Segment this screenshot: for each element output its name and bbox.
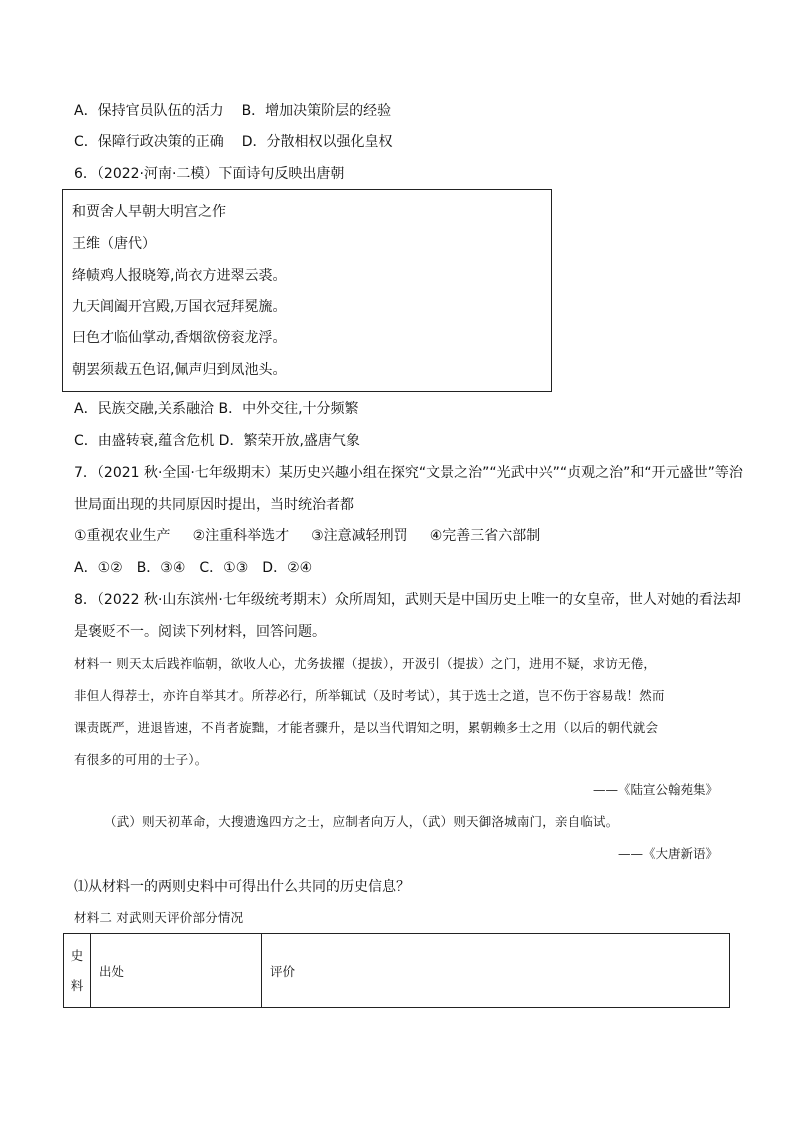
poem-line-1: 绛帻鸡人报晓筹,尚衣方进翠云裘。 <box>72 268 287 284</box>
q7-option-a: A．①② <box>74 560 123 576</box>
q7-item-1: ①重视农业生产 <box>74 528 171 544</box>
q8-subquestion-1: ⑴从材料一的两则史料中可得出什么共同的历史信息？ <box>74 879 410 895</box>
table-header-source-material <box>64 934 91 1008</box>
material1-line-1: 材料一 则天太后践祚临朝，欲收人心，尤务拔擢（提拔），开汲引（提拔）之门，进用不疑，求访无倦， <box>74 656 657 671</box>
table-header-evaluation: 评价 <box>262 934 730 1008</box>
q5-option-c: C．保障行政决策的正确 <box>74 134 224 150</box>
material1-line-2: 非但人得荐士，亦许自举其才。所荐必行，所举辄试（及时考试），其于选士之道，岂不伤于容易哉！然而 <box>74 688 665 703</box>
q7-items <box>74 526 540 546</box>
source-1: ——《陆宣公翰苑集》 <box>592 782 718 797</box>
q7-options <box>74 558 312 578</box>
q7-item-2: ②注重科举选才 <box>192 528 290 544</box>
source-2: ——《大唐新语》 <box>617 846 718 861</box>
q6-options-row-2: C．由盛转衰,蕴含危机 D．繁荣开放,盛唐气象 <box>74 433 360 449</box>
poem-title: 和贾舍人早朝大明宫之作 <box>72 204 226 220</box>
header-char-1: 史 <box>70 947 84 963</box>
poem-author: 王维（唐代） <box>72 236 156 252</box>
q5-options-row-1 <box>74 101 391 121</box>
poem-line-4: 朝罢须裁五色诏,佩声归到凤池头。 <box>72 362 287 378</box>
q7-stem-line-2: 世局面出现的共同原因时提出，当时统治者都 <box>74 497 354 513</box>
q7-option-c: C．①③ <box>199 560 249 576</box>
q5-option-b: B．增加决策阶层的经验 <box>241 103 392 119</box>
header-char-2: 料 <box>70 977 84 993</box>
poem-line-3: 曰色才临仙掌动,香烟欲傍衮龙浮。 <box>72 330 287 346</box>
q8-stem-line-1: 8．（2022 秋·山东滨州·七年级统考期末）众所周知，武则天是中国历史上唯一的女皇帝，世人对她的看法却 <box>74 592 741 608</box>
material1-line-3: 课责既严，进退皆速，不肖者旋黜，才能者骤升，是以当代谓知之明，累朝赖多士之用（以后的朝代就会 <box>74 720 659 735</box>
q5-option-d: D．分散相权以强化皇权 <box>241 134 393 150</box>
poem-box <box>62 189 552 392</box>
q7-item-3: ③注意减轻刑罚 <box>311 528 408 544</box>
q8-stem-line-2: 是褒贬不一。阅读下列材料，回答问题。 <box>74 624 326 640</box>
q7-option-d: D．②④ <box>262 560 313 576</box>
material2-title: 材料二 对武则天评价部分情况 <box>74 910 244 925</box>
q7-item-4: ④完善三省六部制 <box>429 528 541 544</box>
poem-line-2: 九天阊阖开宫殿,万国衣冠拜冕旒。 <box>72 299 287 315</box>
q7-stem-line-1: 7．（2021 秋·全国·七年级期末）某历史兴趣小组在探究“文景之治”“光武中兴”“贞观之治”和“开元盛世”等治 <box>74 465 743 481</box>
q5-option-a: A．保持官员队伍的活力 <box>74 103 224 119</box>
table-header-origin: 出处 <box>91 934 262 1008</box>
q6-options-row-1: A．民族交融,关系融洽 B．中外交往,十分频繁 <box>74 401 359 417</box>
material1-line-4: 有很多的可用的士子）。 <box>74 752 208 767</box>
q6-stem: 6．（2022·河南·二模）下面诗句反映出唐朝 <box>74 166 345 182</box>
q7-option-b: B．③④ <box>136 560 186 576</box>
q5-options-row-2 <box>74 132 393 152</box>
evaluation-table <box>63 933 730 1008</box>
material1-b: （武）则天初革命，大搜遗逸四方之士，应制者向万人，（武）则天御洛城南门，亲自临试。 <box>104 814 619 829</box>
table-header-row <box>64 934 730 1008</box>
